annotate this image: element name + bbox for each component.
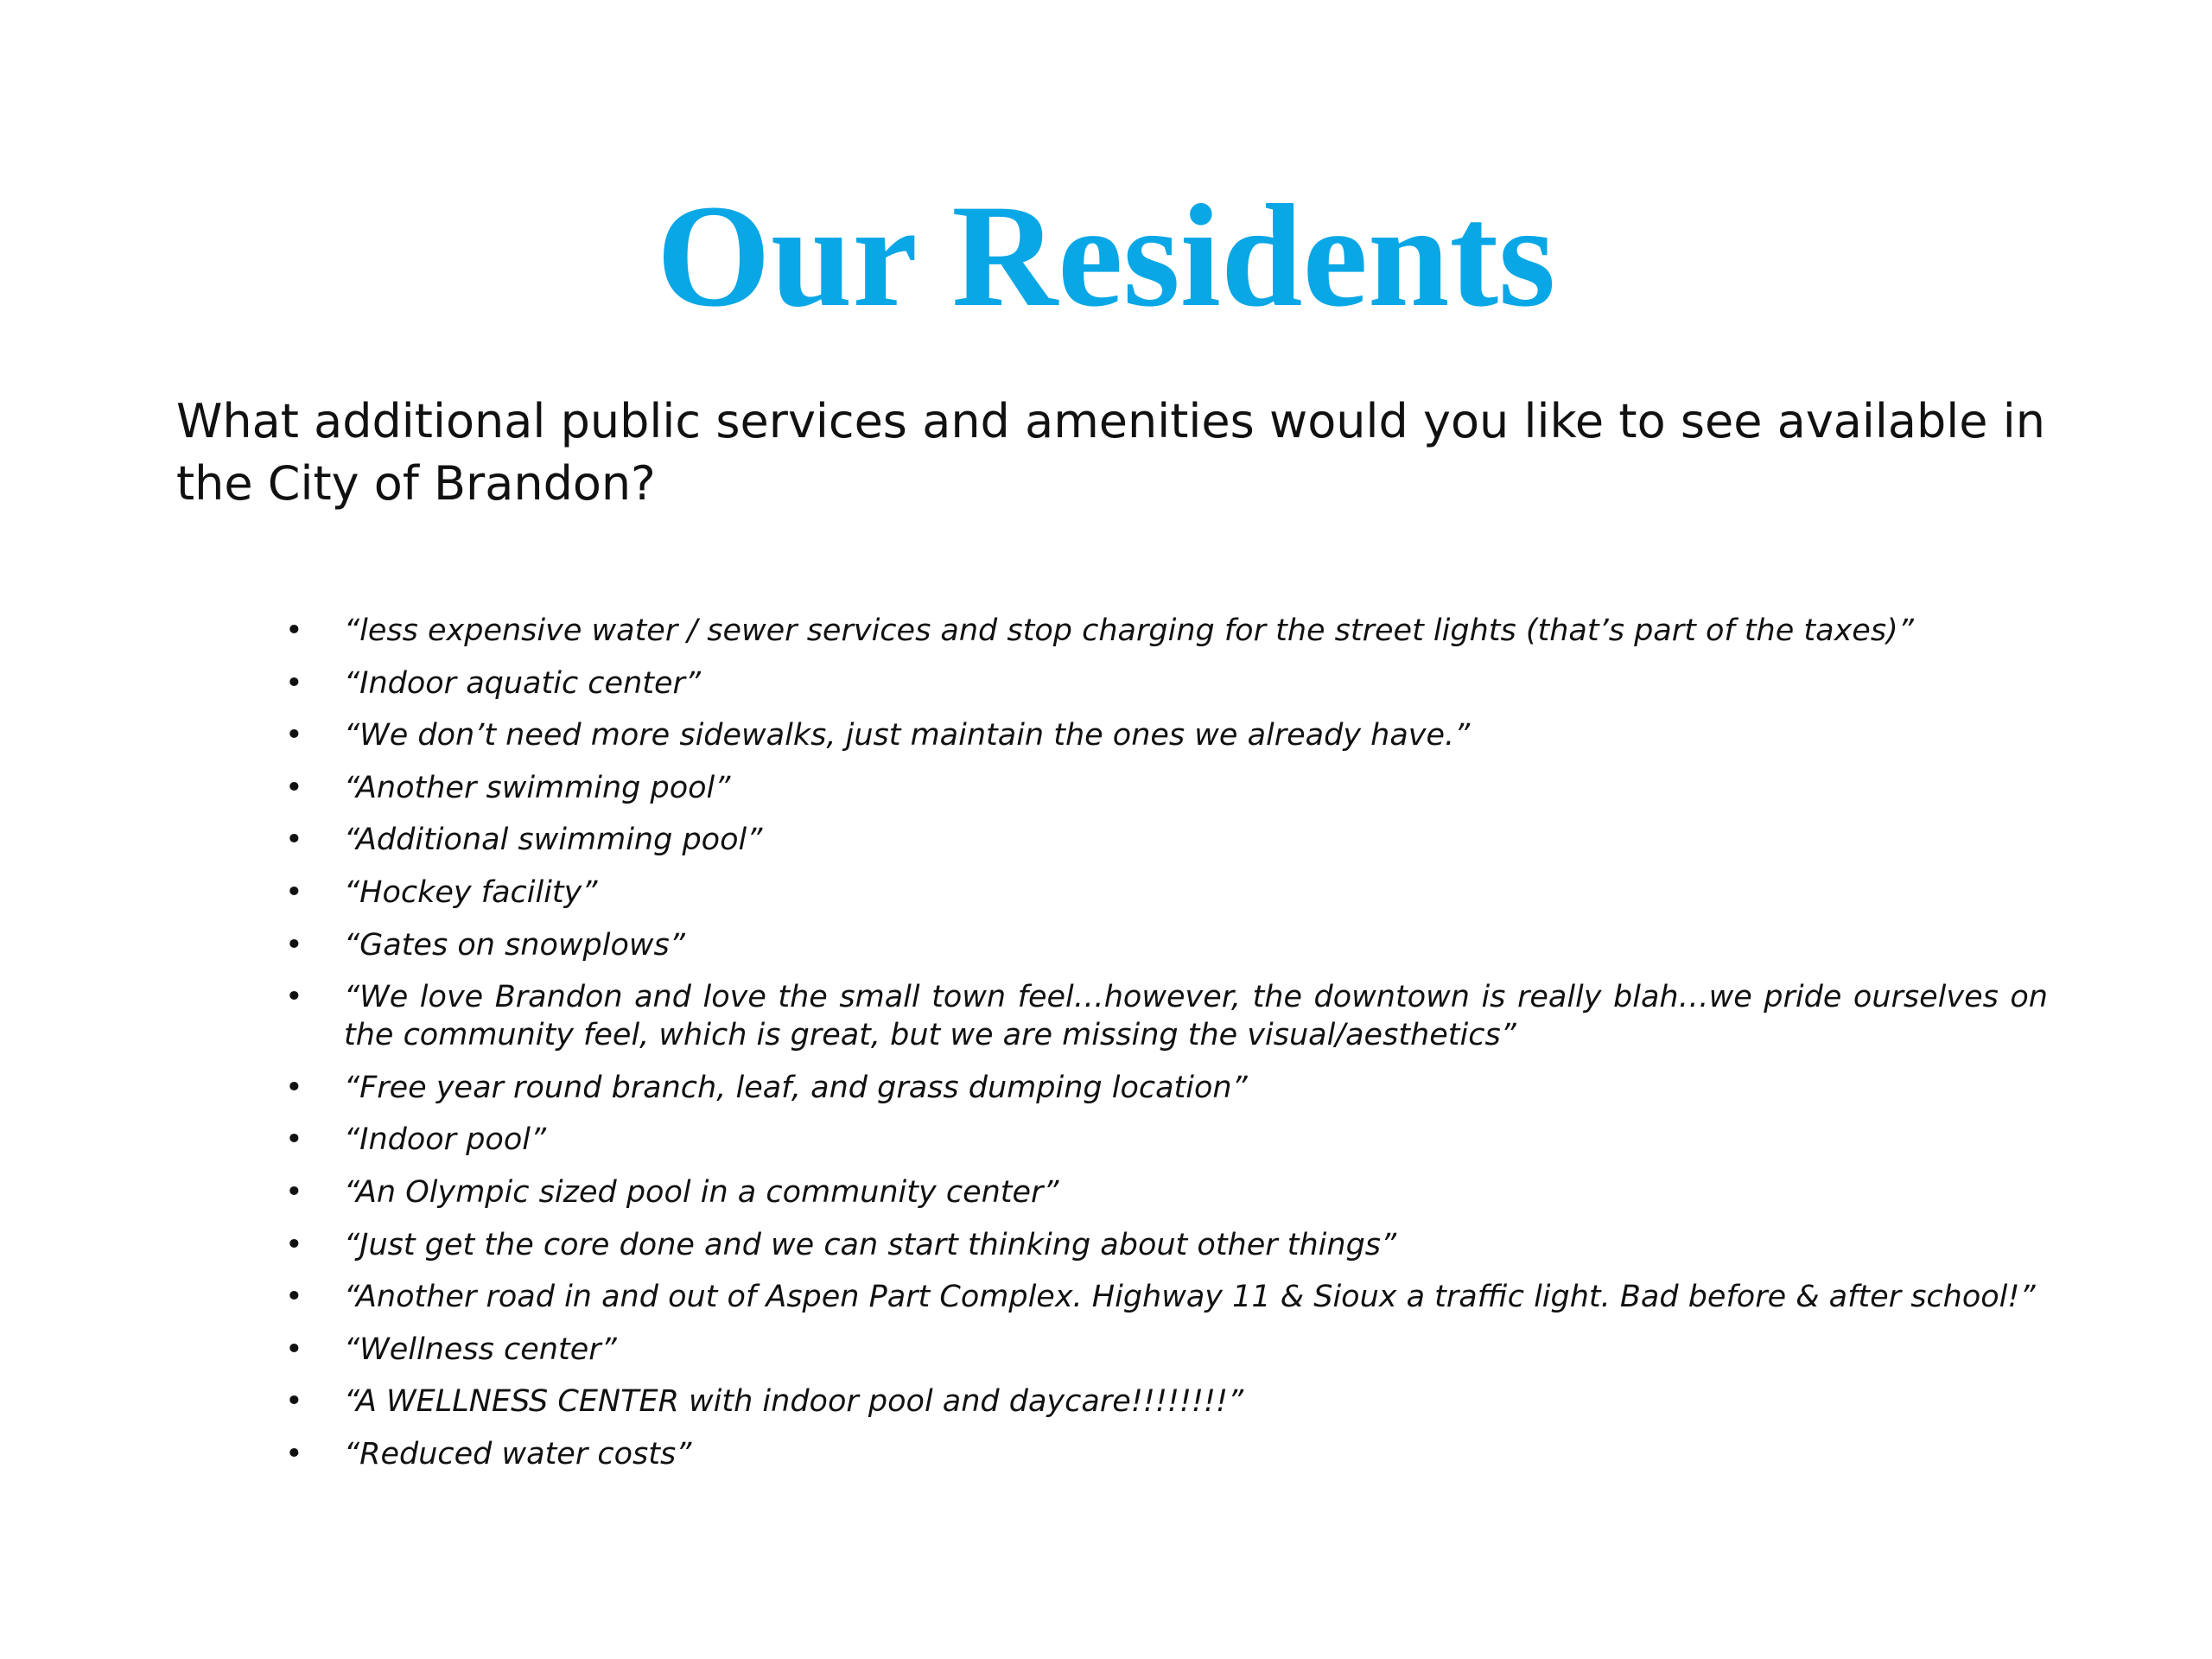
list-item <box>285 716 2048 754</box>
bullet-icon: • <box>285 1384 303 1420</box>
response-text: “A WELLNESS CENTER with indoor pool and daycare!!!!!!!!” <box>344 1384 1244 1420</box>
response-text: “Indoor pool” <box>344 1122 547 1158</box>
bullet-icon: • <box>285 1227 303 1262</box>
response-text: “We don’t need more sidewalks, just maintain the ones we already have.” <box>344 718 1471 753</box>
response-text: “Indoor aquatic center” <box>344 665 702 701</box>
response-list <box>285 612 2048 1488</box>
bullet-icon: • <box>285 823 303 858</box>
bullet-icon: • <box>285 980 303 1015</box>
list-item <box>285 664 2048 702</box>
response-text: “An Olympic sized pool in a community center” <box>344 1174 1059 1210</box>
response-text: “Hockey facility” <box>344 874 598 910</box>
bullet-icon: • <box>285 927 303 963</box>
response-text: “Another swimming pool” <box>344 770 731 805</box>
bullet-icon: • <box>285 1174 303 1210</box>
bullet-icon: • <box>285 1070 303 1105</box>
response-text: “Reduced water costs” <box>344 1436 692 1471</box>
list-item <box>285 978 2048 1054</box>
response-text: “Gates on snowplows” <box>344 927 685 963</box>
list-item <box>285 612 2048 650</box>
list-item <box>285 926 2048 964</box>
bullet-icon: • <box>285 874 303 910</box>
bullet-icon: • <box>285 1332 303 1367</box>
response-text: “Another road in and out of Aspen Part Complex. Highway 11 & Sioux a traffic light. Bad before & after school!” <box>344 1280 2036 1315</box>
list-item <box>285 1069 2048 1107</box>
slide-title: Our Residents <box>656 175 1556 337</box>
survey-question: What additional public services and amenities would you like to see available in the City of Brandon? <box>176 394 2045 511</box>
list-item <box>285 1173 2048 1211</box>
list-item <box>285 1435 2048 1473</box>
list-item <box>285 769 2048 807</box>
response-text: “Wellness center” <box>344 1332 617 1367</box>
list-item <box>285 1382 2048 1421</box>
response-text: “Just get the core done and we can start thinking about other things” <box>344 1227 1397 1262</box>
list-item <box>285 821 2048 859</box>
bullet-icon: • <box>285 1436 303 1471</box>
list-item <box>285 1331 2048 1369</box>
bullet-icon: • <box>285 1280 303 1315</box>
bullet-icon: • <box>285 613 303 648</box>
bullet-icon: • <box>285 770 303 805</box>
response-text: “Additional swimming pool” <box>344 823 763 858</box>
response-text: “Free year round branch, leaf, and grass dumping location” <box>344 1070 1248 1105</box>
bullet-icon: • <box>285 1122 303 1158</box>
response-text: “We love Brandon and love the small town feel…however, the downtown is really blah…we pride ourselves on the community feel, which is great, but we are missing the visual/aesthetics” <box>344 980 2048 1053</box>
list-item <box>285 874 2048 912</box>
bullet-icon: • <box>285 718 303 753</box>
bullet-icon: • <box>285 665 303 701</box>
list-item <box>285 1226 2048 1264</box>
list-item <box>285 1121 2048 1159</box>
list-item <box>285 1278 2048 1316</box>
response-text: “less expensive water / sewer services and stop charging for the street lights (that’s part of the taxes)” <box>344 613 1914 648</box>
